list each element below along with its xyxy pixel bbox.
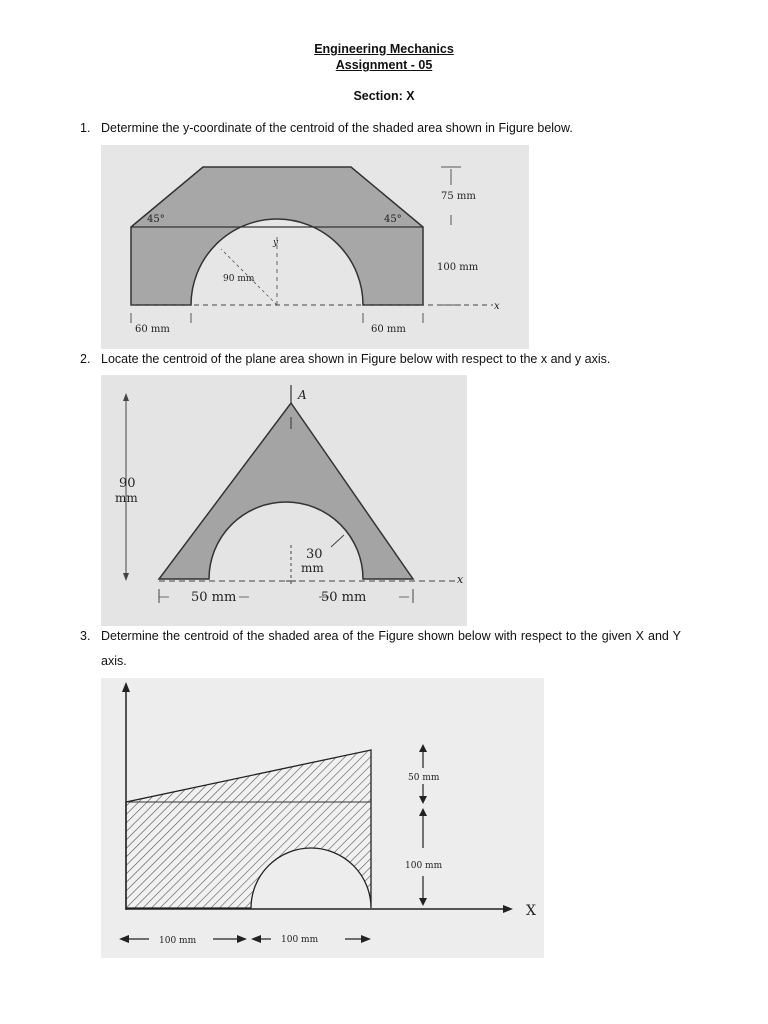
fig3-rect-height: 100 mm bbox=[405, 861, 443, 871]
fig2-left-half: 50 mm bbox=[191, 590, 237, 605]
question-3 bbox=[80, 624, 680, 674]
fig3-right-width: 100 mm bbox=[281, 935, 319, 945]
assignment-title: Assignment - 05 bbox=[335, 58, 433, 72]
section-label: Section: X bbox=[353, 89, 415, 103]
fig2-height-unit: mm bbox=[115, 491, 138, 505]
fig1-angle-left: 45° bbox=[147, 214, 165, 225]
fig3-top-rise: 50 mm bbox=[408, 773, 440, 783]
fig2-radius-unit: mm bbox=[301, 561, 324, 575]
figure-1 bbox=[101, 145, 529, 349]
question-1-text: Determine the y-coordinate of the centroid of the shaded area shown in Figure below. bbox=[101, 121, 573, 135]
fig1-main-height: 100 mm bbox=[437, 262, 479, 273]
fig2-apex-label: A bbox=[298, 388, 307, 402]
question-3-text: Determine the centroid of the shaded area of the Figure shown below with respect to the given X and Y axis. bbox=[101, 629, 681, 668]
question-1-number: 1. bbox=[80, 121, 91, 135]
fig2-height-value: 90 bbox=[119, 476, 136, 491]
fig1-angle-right: 45° bbox=[384, 214, 402, 225]
fig3-left-width: 100 mm bbox=[159, 936, 197, 946]
figure-2 bbox=[101, 375, 467, 626]
fig2-right-half: 50 mm bbox=[321, 590, 367, 605]
question-2-number: 2. bbox=[80, 352, 91, 366]
fig1-radius: 90 mm bbox=[223, 274, 255, 284]
fig1-y-axis-label: y bbox=[273, 238, 279, 248]
fig1-left-offset: 60 mm bbox=[135, 324, 170, 335]
fig2-radius-value: 30 bbox=[306, 547, 323, 562]
fig3-x-axis-label: X bbox=[526, 903, 536, 919]
fig1-right-offset: 60 mm bbox=[371, 324, 406, 335]
question-3-number: 3. bbox=[80, 629, 91, 643]
fig2-x-axis-label: x bbox=[457, 573, 464, 586]
question-2-text: Locate the centroid of the plane area shown in Figure below with respect to the x and y axis. bbox=[101, 352, 611, 366]
fig1-x-axis-label: x bbox=[494, 301, 500, 312]
figure-3 bbox=[101, 678, 544, 958]
fig1-top-height: 75 mm bbox=[441, 191, 476, 202]
course-title: Engineering Mechanics bbox=[314, 42, 454, 56]
